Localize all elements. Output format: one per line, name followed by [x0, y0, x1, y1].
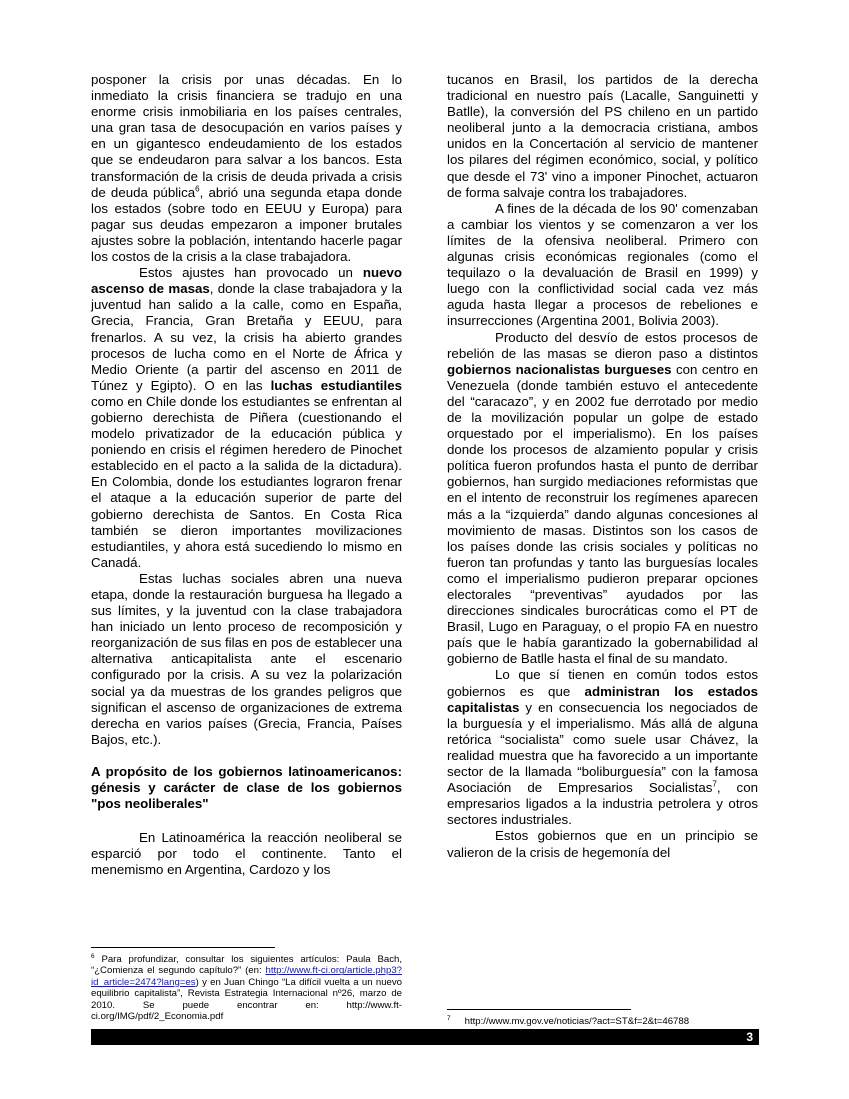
paragraph-text: Lo que sí tienen en común todos estos gobiernos es que — [447, 667, 758, 699]
footnote-ref-7[interactable]: 7 — [712, 779, 717, 789]
left-column — [91, 72, 402, 879]
paragraph: tucanos en Brasil, los partidos de la derecha tradicional en nuestro país (Lacalle, Sanguinetti y Batlle), la conversión del PS chileno en un partido neoliberal junto a la democracia cristiana, ambos unidos en la Concertación al servicio de mantener los pilares del régimen económico, social, y político que desde el 73' vino a imponer Pinochet, actuaron de forma salvaje contra los trabajadores. — [447, 72, 758, 200]
bold-phrase: luchas estudiantiles — [270, 377, 402, 393]
footnote-6 — [91, 954, 402, 1022]
paragraph-text: , abrió una segunda etapa donde los estados (sobre todo en EEUU y Europa) para pagar sus deudas empezaron a imponer brutales ajustes sobre la población, intentando hacerle pagar los costos de la crisis a la clase trabajadora. — [91, 184, 402, 265]
bold-phrase: administran los estados capitalistas — [447, 683, 758, 715]
right-column — [447, 72, 758, 861]
footnote-number: 7 — [447, 1014, 451, 1022]
footnote-ref-6[interactable]: 6 — [195, 184, 200, 194]
footer-bar — [91, 1029, 759, 1045]
bold-phrase: gobiernos nacionalistas burgueses — [447, 361, 672, 377]
paragraph: Estas luchas sociales abren una nueva etapa, donde la restauración burguesa ha llegado a sus límites, y la juventud con la clase trabajadora han iniciado un lento proceso de recomposición y reorganización de sus filas en pos de establecer una alternativa anticapitalista ante el escenario configurado por la crisis. A su vez la polarización social ya da muestras de los grandes peligros que significan el ascenso de organizaciones de extrema derecha en varios países (Grecia, Francia, Países Bajos, etc.). — [91, 570, 402, 747]
section-heading: A propósito de los gobiernos latinoamericanos: génesis y carácter de clase de los gobiernos "pos neoliberales" — [91, 763, 402, 812]
footnote-text: ) y en Juan Chingo “La difícil vuelta a un nuevo equilibrio capitalista”, Revista Estrategia Internacional nº26, marzo de 2010. Se puede encontrar en: http://www.ft-ci.org/IMG/pdf/2_Economia.pdf — [91, 976, 402, 1023]
paragraph: A fines de la década de los 90' comenzaban a cambiar los vientos y se comenzaron a ver los límites de la ofensiva neoliberal. Primero con algunas crisis económicas regionales (como el tequilazo o la devaluación de Brasil en 1999) y luego con la conflictividad social cada vez más aguda hasta llegar a procesos de rebeliones e insurrecciones (Argentina 2001, Bolivia 2003). — [447, 200, 758, 329]
footnote-separator — [447, 1009, 631, 1010]
paragraph-text: , con empresarios ligados a la industria petrolera y otros sectores industriales. — [447, 780, 758, 828]
footnote-link[interactable]: http://www.ft-ci.org/article.php3?id_article=2474?lang=es — [91, 965, 402, 988]
paragraph-text: Producto del desvío de estos procesos de rebelión de las masas se dieron paso a distintos — [447, 329, 758, 361]
paragraph-text: con centro en Venezuela (donde también estuvo el antecedente del “caracazo”, y en 2002 fue derrotado por medio de la movilización popular un golpe de estado orquestado por el imperialismo). En los países donde los procesos de alzamiento popular y crisis política fueron profundos hasta el punto de derribar gobiernos, han surgido mediaciones reformistas que en el intento de reconstruir los regímenes aparecen más a la “izquierda” dando algunas concesiones al movimiento de masas. Distintos son los casos de los países donde las crisis sociales y políticas no fueron tan profundas y tanto las burguesías locales como el imperialismo pudieron preparar opciones electorales “preventivas” ayudados por las direcciones sindicales burocráticas como el PT de Brasil, Lugo en Paraguay, o el propio FA en nuestro país que le había garantizado la gobernabilidad al gobierno de Batlle hasta el final de su mandato. — [447, 361, 758, 667]
paragraph — [447, 330, 758, 668]
footnote-text: Para profundizar, consultar los siguientes artículos: Paula Bach, “¿Comienza el segundo capítulo?” (en: — [91, 954, 402, 977]
paragraph — [91, 72, 402, 265]
bold-phrase: nuevo ascenso de masas — [91, 265, 402, 297]
paragraph: En Latinoamérica la reacción neoliberal se esparció por todo el continente. Tanto el menemismo en Argentina, Cardozo y los — [91, 830, 402, 878]
page-number: 3 — [746, 1030, 753, 1044]
paragraph-text: Estos ajustes han provocado un — [139, 265, 363, 281]
footnote-separator — [91, 947, 275, 948]
paragraph: Estos gobiernos que en un principio se valieron de la crisis de hegemonía del — [447, 828, 758, 860]
footnote-number: 6 — [91, 952, 95, 960]
footnote-7 — [447, 1016, 758, 1027]
paragraph — [447, 667, 758, 828]
paragraph-text: , donde la clase trabajadora y la juventud han salido a la calle, como en España, Grecia, Francia, Gran Bretaña y EEUU, para frenarlos. A su vez, la crisis ha abierto grandes procesos de lucha como en el Norte de África y Medio Oriente (a partir del ascenso en 2011 de Túnez y Egipto). O en las — [91, 281, 403, 393]
paragraph-text: y en consecuencia los negociados de la burguesía y el imperialismo. Más allá de alguna retórica “socialista” como suele usar Chávez, la realidad muestra que ha favorecido a un importante sector de la llamada “boliburguesía” con la famosa Asociación de Empresarios Socialistas — [447, 699, 758, 796]
paragraph-text: como en Chile donde los estudiantes se enfrentan al gobierno derechista de Piñera (cuestionando el modelo privatizador de la educación pública y poniendo en crisis el régimen heredero de Pinochet establecido en el pacto a la salida de la dictadura). En Colombia, donde los estudiantes lograron frenar el ataque a la educación superior de parte del gobierno derechista de Santos. En Costa Rica también se dieron importantes movilizaciones estudiantiles, y ahora está sucediendo lo mismo en Canadá. — [91, 393, 402, 570]
paragraph-text: posponer la crisis por unas décadas. En lo inmediato la crisis financiera se tradujo en una enorme crisis inmobiliaria en los países centrales, una gran tasa de desocupación en varios países y en un gigantesco endeudamiento de los estados que se endeudaron para salvar a los bancos. Esta transformación de la crisis de deuda privada a crisis de deuda pública — [91, 72, 402, 200]
footnote-text: http://www.mv.gov.ve/noticias/?act=ST&f=2&t=46788 — [464, 1016, 690, 1027]
paragraph — [91, 265, 402, 571]
